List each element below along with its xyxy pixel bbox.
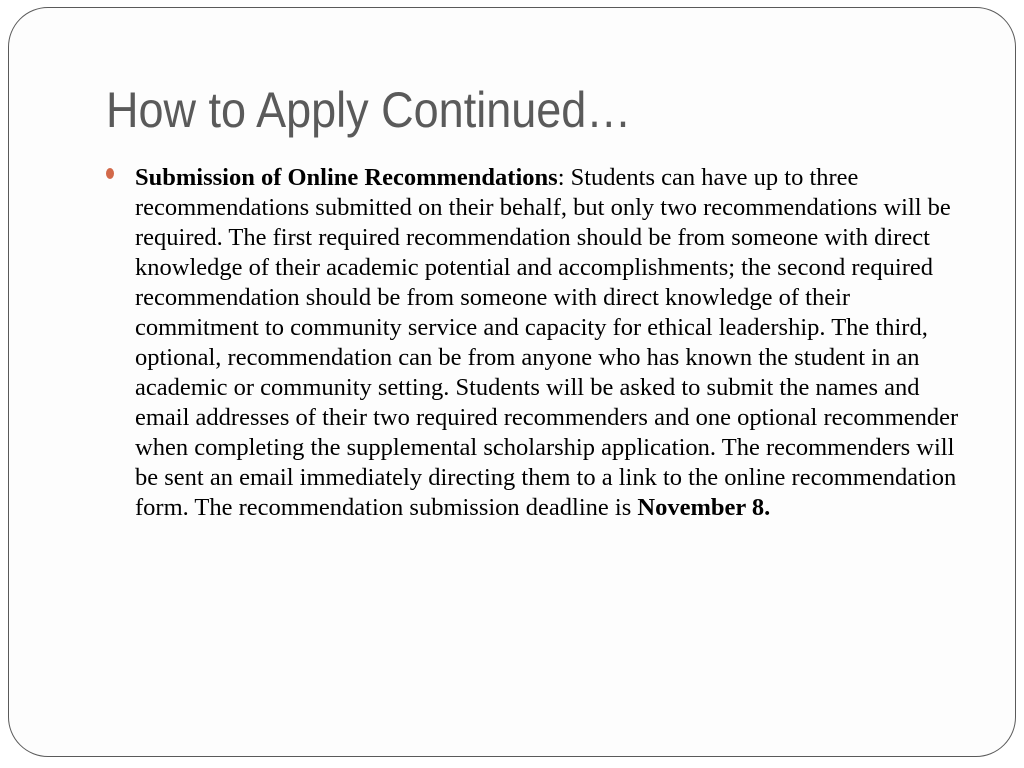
deadline-date: November 8. — [637, 494, 771, 521]
bullet-separator: : — [557, 164, 571, 191]
bullet-heading: Submission of Online Recommendations — [135, 164, 558, 191]
bullet-body: Students can have up to three recommendations submitted on their behalf, but only two recommendations will be required. The first required recommendation should be from someone with direct knowledge of their academic potential and accomplishments; the second required recommendation should be from someone with direct knowledge of their commitment to community service and capacity for ethical leadership. The third, optional, recommendation can be from anyone who has known the student in an academic or community setting. Students will be asked to submit the names and email addresses of their two required recommenders and one optional recommender when completing the supplemental scholarship application. The recommenders will be sent an email immediately directing them to a link to the online recommendation form. The recommendation submission deadline is — [135, 164, 959, 521]
circle-bullet-icon — [106, 168, 114, 179]
slide-title: How to Apply Continued… — [106, 82, 632, 138]
bullet-paragraph — [135, 163, 965, 523]
